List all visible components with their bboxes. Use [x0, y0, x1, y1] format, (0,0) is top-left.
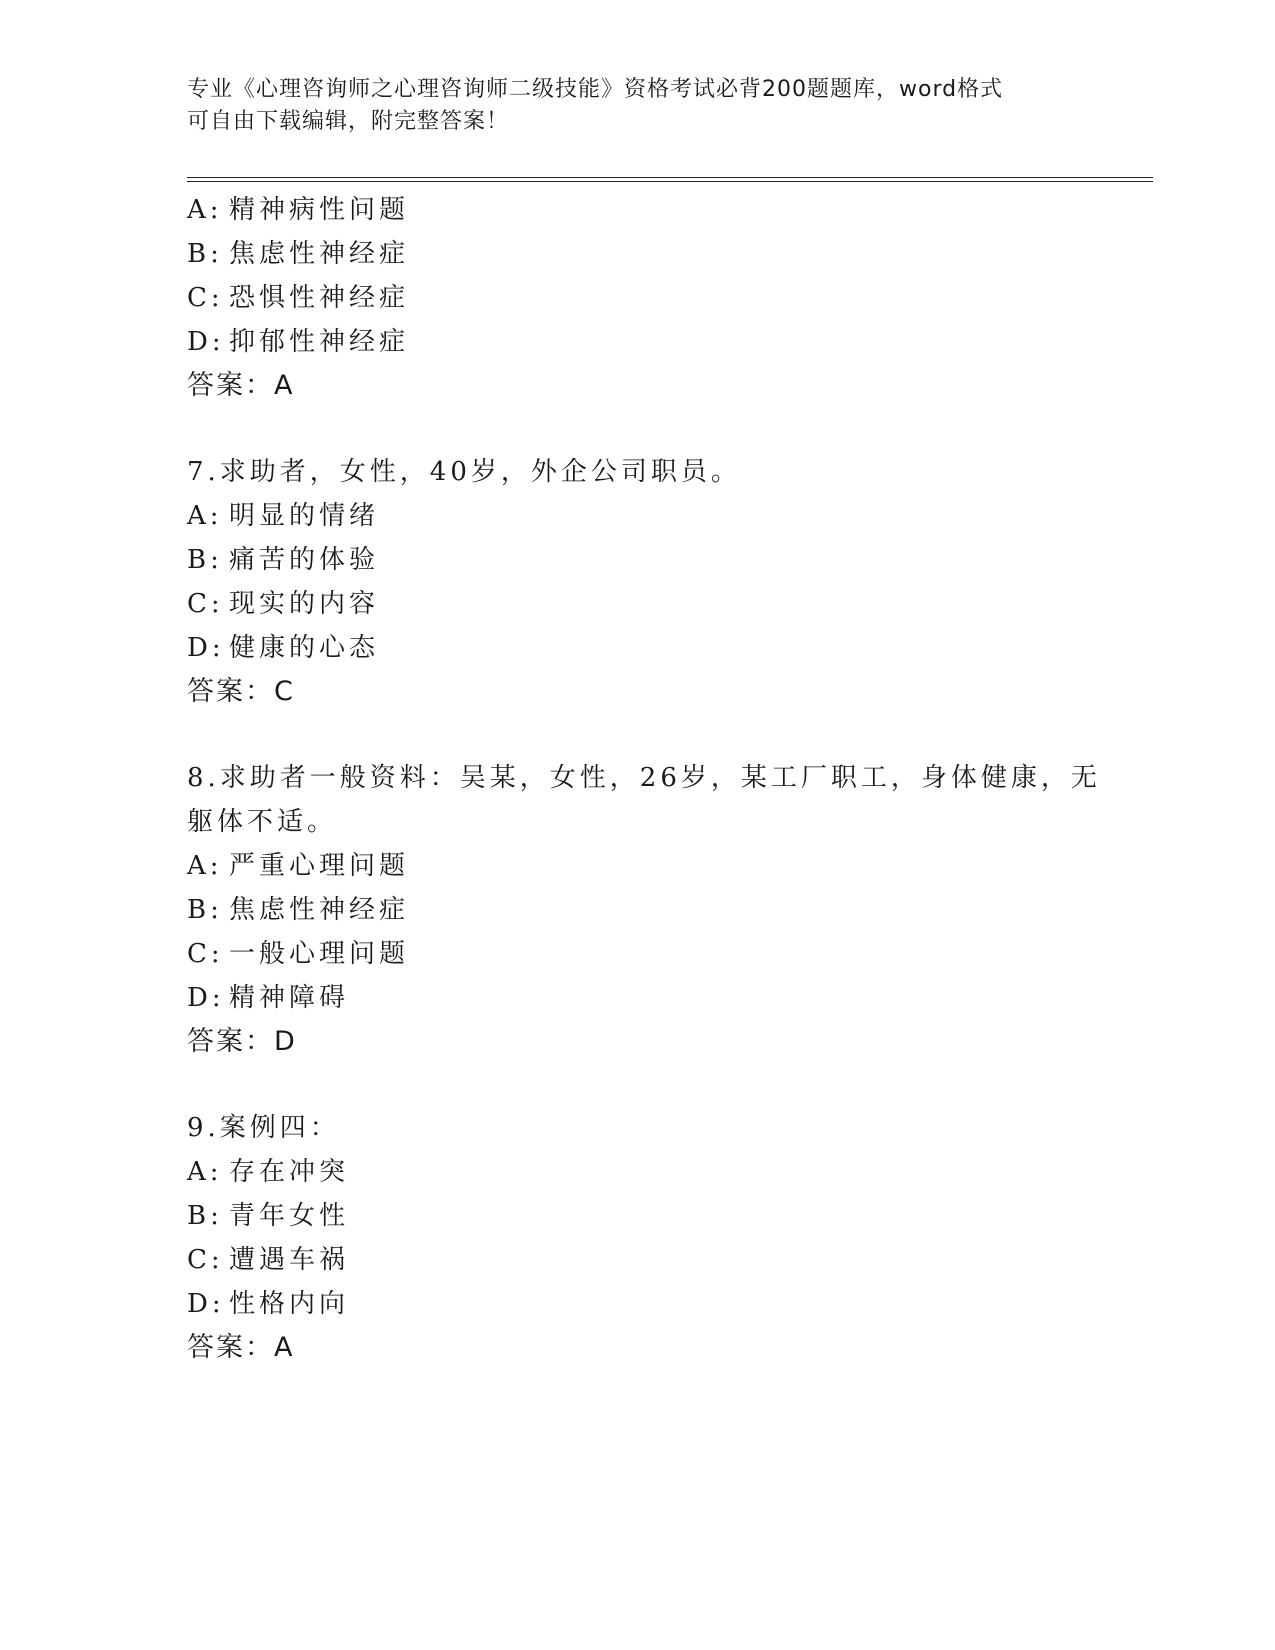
option-text: 存在冲突	[229, 1157, 350, 1187]
option-d	[187, 631, 379, 665]
option-letter: D:	[187, 983, 225, 1013]
option-letter: D:	[187, 1289, 225, 1319]
header-line-2: 可自由下载编辑，附完整答案！	[187, 109, 510, 134]
answer-line: 答案：A	[187, 370, 295, 401]
option-c	[187, 1243, 349, 1277]
option-letter: A:	[187, 501, 223, 531]
option-text: 恐惧性神经症	[229, 283, 410, 313]
option-letter: C:	[187, 1245, 224, 1275]
option-a	[187, 193, 409, 227]
option-text: 性格内向	[229, 1289, 350, 1319]
option-letter: B:	[187, 239, 223, 269]
option-letter: A:	[187, 851, 223, 881]
option-b	[187, 1199, 349, 1233]
option-b	[187, 237, 409, 271]
option-text: 抑郁性神经症	[229, 327, 410, 357]
option-a	[187, 1155, 349, 1189]
question-stem-continued: 躯体不适。	[187, 807, 338, 837]
option-text: 精神障碍	[229, 983, 350, 1013]
header-rule-bottom	[187, 181, 1153, 182]
header-rule-top	[187, 177, 1153, 178]
option-a	[187, 849, 409, 883]
option-letter: C:	[187, 939, 224, 969]
option-text: 现实的内容	[229, 589, 380, 619]
option-text: 焦虑性神经症	[229, 895, 410, 925]
answer-line: 答案：A	[187, 1332, 295, 1363]
option-letter: C:	[187, 589, 224, 619]
option-text: 严重心理问题	[229, 851, 410, 881]
option-text: 精神病性问题	[229, 195, 410, 225]
question-stem: 9.案例四：	[187, 1113, 340, 1143]
option-letter: A:	[187, 195, 223, 225]
option-letter: B:	[187, 545, 223, 575]
option-text: 一般心理问题	[229, 939, 410, 969]
option-text: 痛苦的体验	[229, 545, 380, 575]
option-c	[187, 587, 379, 621]
question-stem: 8.求助者一般资料：吴某，女性，26岁，某工厂职工，身体健康，无	[187, 763, 1101, 793]
document-header	[187, 74, 1087, 138]
option-d	[187, 1287, 349, 1321]
option-b	[187, 893, 409, 927]
option-letter: C:	[187, 283, 224, 313]
answer-line: 答案：C	[187, 676, 295, 707]
option-text: 健康的心态	[229, 633, 380, 663]
option-letter: A:	[187, 1157, 223, 1187]
option-text: 焦虑性神经症	[229, 239, 410, 269]
header-line-1: 专业《心理咨询师之心理咨询师二级技能》资格考试必背200题题库，word格式	[187, 77, 1004, 102]
option-text: 遭遇车祸	[229, 1245, 350, 1275]
option-c	[187, 281, 409, 315]
option-b	[187, 543, 379, 577]
option-text: 青年女性	[229, 1201, 350, 1231]
option-d	[187, 981, 349, 1015]
question-stem: 7.求助者，女性，40岁，外企公司职员。	[187, 457, 741, 487]
option-d	[187, 325, 409, 359]
option-letter: D:	[187, 633, 225, 663]
option-text: 明显的情绪	[229, 501, 380, 531]
option-a	[187, 499, 379, 533]
option-letter: B:	[187, 895, 223, 925]
option-letter: B:	[187, 1201, 223, 1231]
option-c	[187, 937, 409, 971]
answer-line: 答案：D	[187, 1026, 297, 1057]
option-letter: D:	[187, 327, 225, 357]
